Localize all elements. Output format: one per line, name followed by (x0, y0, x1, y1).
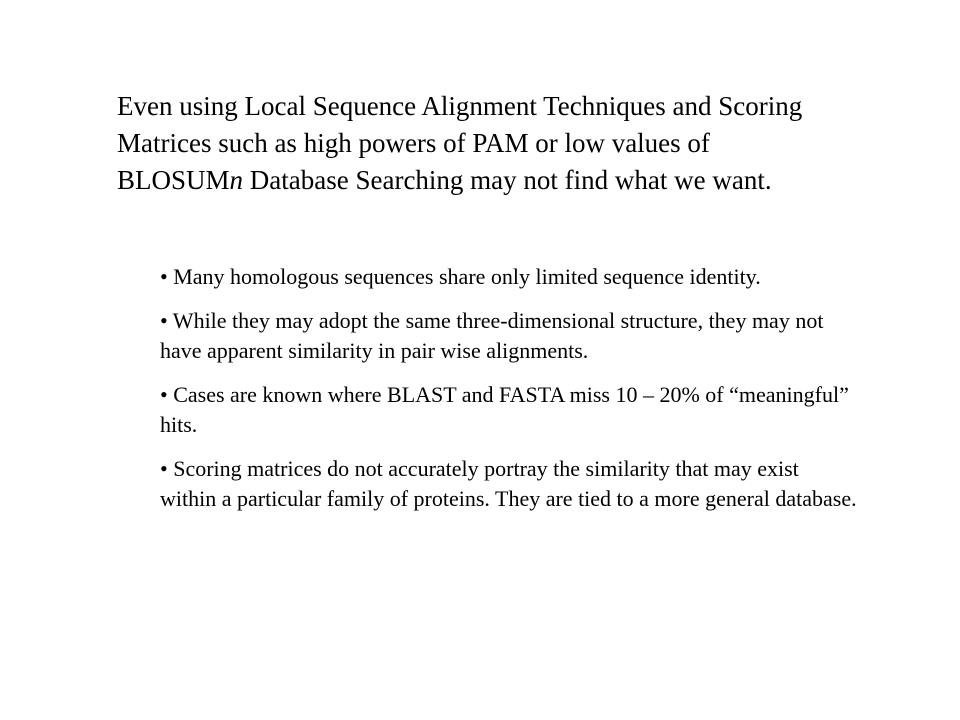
bullet-list (160, 262, 860, 528)
bullet-item: • While they may adopt the same three-dimensional structure, they may not have apparent similarity in pair wise alignments. (160, 308, 824, 363)
intro-text-part1: Even using Local Sequence Alignment Techniques and Scoring Matrices such as high powers of PAM or low values of BLOSUM (117, 91, 803, 195)
bullet-item: • Many homologous sequences share only limited sequence identity. (160, 264, 761, 289)
intro-paragraph (117, 88, 837, 199)
intro-text-part2: Database Searching may not find what we want. (243, 165, 772, 195)
bullet-item: • Cases are known where BLAST and FASTA miss 10 – 20% of “meaningful” hits. (160, 382, 849, 437)
bullet-item: • Scoring matrices do not accurately portray the similarity that may exist within a particular family of proteins. They are tied to a more general database. (160, 456, 857, 511)
intro-text-italic: n (229, 165, 244, 195)
